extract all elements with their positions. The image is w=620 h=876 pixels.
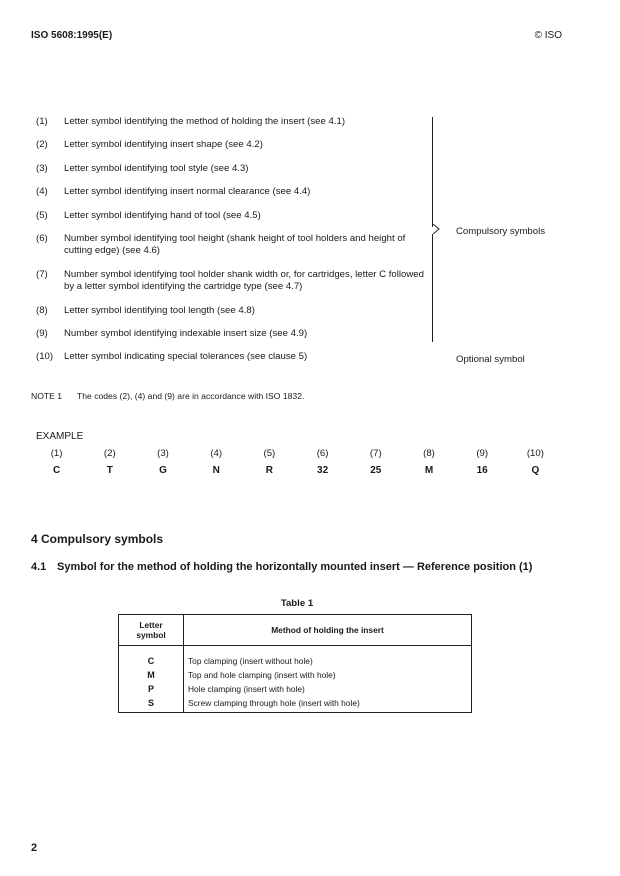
item-text: Letter symbol identifying insert shape (see 4.2) bbox=[64, 139, 263, 151]
optional-label: Optional symbol bbox=[456, 354, 525, 365]
example-value: Q bbox=[531, 465, 540, 476]
item-text: Number symbol identifying tool holder shank width or, for cartridges, letter C followed by a letter symbol identifying the cartridge type (see 4.7) bbox=[64, 268, 424, 293]
list-item bbox=[36, 233, 426, 258]
table-row bbox=[119, 646, 472, 669]
item-text: Number symbol identifying tool height (shank height of tool holders and height of cutting edge) (see 4.6) bbox=[64, 233, 406, 257]
item-text: Letter symbol identifying insert normal clearance (see 4.4) bbox=[64, 186, 311, 198]
example-value: 25 bbox=[370, 465, 382, 476]
example-position: (6) bbox=[316, 448, 329, 459]
method-cell: Hole clamping (insert with hole) bbox=[184, 682, 472, 696]
subsection-title: Symbol for the method of holding the horizontally mounted insert — Reference position (1) bbox=[57, 561, 533, 573]
example-positions bbox=[30, 448, 562, 459]
list-item bbox=[36, 186, 426, 198]
example-position: (9) bbox=[476, 448, 489, 459]
symbol-list bbox=[36, 116, 426, 375]
column-header-method: Method of holding the insert bbox=[184, 615, 472, 646]
example-title: EXAMPLE bbox=[36, 431, 84, 442]
item-text: Letter symbol identifying the method of holding the insert (see 4.1) bbox=[64, 116, 346, 127]
list-item bbox=[36, 116, 426, 128]
list-item bbox=[36, 210, 426, 222]
note-text: The codes (2), (4) and (9) are in accordance with ISO 1832. bbox=[77, 391, 305, 401]
item-number: (4) bbox=[36, 186, 48, 198]
item-text: Letter symbol indicating special tolerances (see clause 5) bbox=[64, 351, 308, 363]
item-number: (1) bbox=[36, 116, 48, 127]
example-position: (8) bbox=[423, 448, 435, 459]
example-value: 32 bbox=[317, 465, 329, 476]
table-row bbox=[119, 668, 472, 682]
example-value: M bbox=[424, 465, 434, 476]
brace-lower bbox=[432, 234, 433, 342]
holding-method-table bbox=[118, 614, 472, 713]
item-text: Letter symbol identifying tool length (see 4.8) bbox=[64, 304, 255, 316]
column-header-symbol bbox=[119, 615, 184, 646]
item-text: Letter symbol identifying hand of tool (see 4.5) bbox=[64, 209, 261, 221]
example-position: (4) bbox=[210, 448, 223, 459]
example-value: G bbox=[159, 465, 167, 476]
item-number: (7) bbox=[36, 268, 48, 280]
subsection-heading bbox=[31, 561, 532, 573]
note-label: NOTE 1 bbox=[31, 391, 63, 401]
example-position: (1) bbox=[50, 448, 63, 459]
example-value: N bbox=[212, 465, 220, 476]
list-item bbox=[36, 328, 426, 340]
item-number: (2) bbox=[36, 139, 48, 151]
item-number: (3) bbox=[36, 162, 48, 174]
example-value: 16 bbox=[476, 465, 488, 476]
item-number: (6) bbox=[36, 233, 48, 245]
symbol-cell: S bbox=[119, 696, 184, 713]
symbol-cell: M bbox=[119, 668, 184, 682]
example-position: (5) bbox=[263, 448, 276, 459]
item-text: Number symbol identifying indexable insert size (see 4.9) bbox=[64, 328, 308, 340]
item-text: Letter symbol identifying tool style (see 4.3) bbox=[64, 162, 249, 174]
list-item bbox=[36, 269, 426, 294]
section-heading: 4 Compulsory symbols bbox=[31, 532, 164, 546]
example-value: C bbox=[52, 465, 61, 476]
table-header-row bbox=[119, 615, 472, 646]
column-header-line: Letter bbox=[139, 620, 163, 630]
symbol-cell: C bbox=[119, 646, 184, 669]
method-cell: Top and hole clamping (insert with hole) bbox=[184, 668, 472, 682]
brace-upper bbox=[432, 117, 433, 227]
example-position: (7) bbox=[369, 448, 382, 459]
item-number: (8) bbox=[36, 304, 48, 316]
compulsory-label: Compulsory symbols bbox=[456, 226, 546, 237]
document-id: ISO 5608:1995(E) bbox=[31, 30, 113, 41]
method-cell: Screw clamping through hole (insert with hole) bbox=[184, 696, 472, 713]
item-number: (9) bbox=[36, 328, 48, 340]
copyright-mark: © ISO bbox=[534, 30, 562, 41]
example-values bbox=[30, 465, 562, 476]
example-value: R bbox=[265, 465, 274, 476]
example-position: (2) bbox=[103, 448, 116, 459]
table-row bbox=[119, 696, 472, 713]
table-row bbox=[119, 682, 472, 696]
list-item bbox=[36, 139, 426, 151]
item-number: (10) bbox=[36, 351, 54, 363]
item-number: (5) bbox=[36, 209, 48, 221]
subsection-number: 4.1 bbox=[31, 561, 47, 573]
note bbox=[31, 391, 304, 401]
symbol-cell: P bbox=[119, 682, 184, 696]
list-item bbox=[36, 305, 426, 317]
page-number: 2 bbox=[31, 842, 38, 854]
method-cell: Top clamping (insert without hole) bbox=[184, 646, 472, 669]
example-position: (10) bbox=[526, 448, 544, 459]
column-header-line: symbol bbox=[136, 630, 166, 640]
table-caption: Table 1 bbox=[280, 598, 314, 609]
list-item bbox=[36, 351, 426, 363]
brace-tip bbox=[433, 224, 440, 234]
example-position: (3) bbox=[157, 448, 169, 459]
example-value: T bbox=[106, 465, 113, 476]
list-item bbox=[36, 163, 426, 175]
